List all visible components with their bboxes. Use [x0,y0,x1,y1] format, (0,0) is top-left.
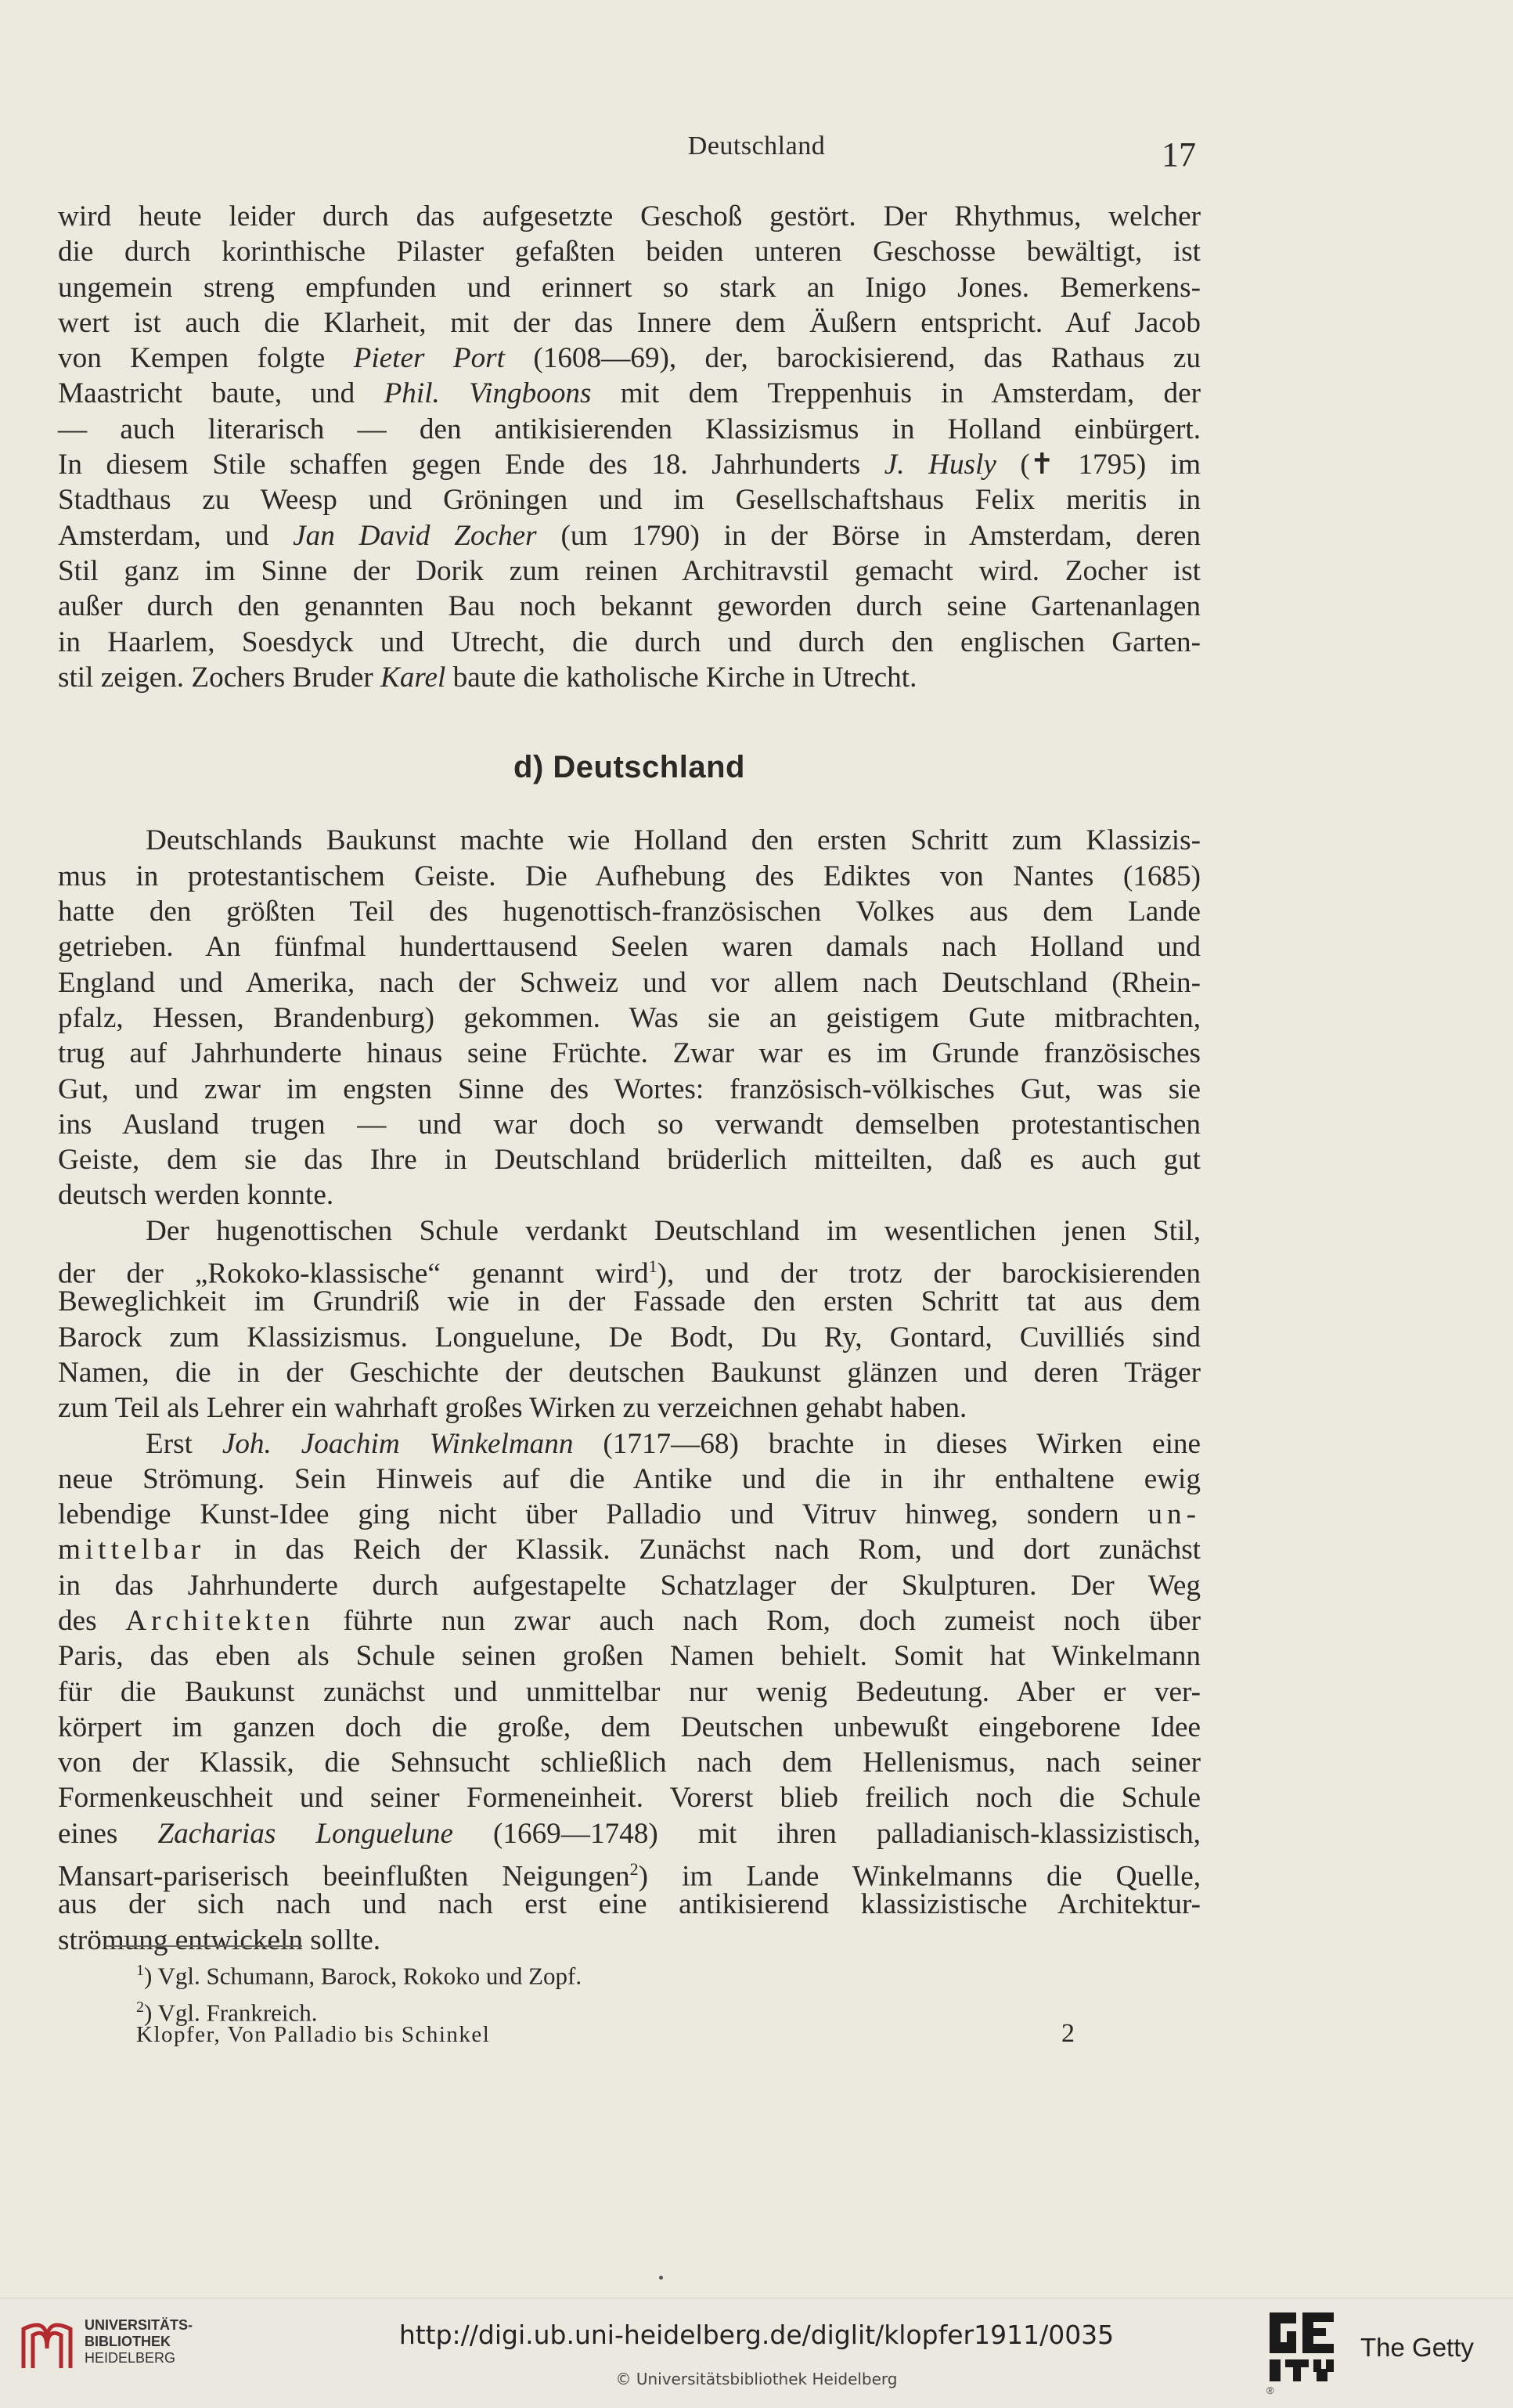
text-line: wert ist auch die Klarheit, mit der das Innere dem Äußern entspricht. Auf Jacob [58,306,1201,339]
person-name: Zacharias Longuelune [157,1817,453,1850]
permalink-url[interactable]: http://digi.ub.uni-heidelberg.de/diglit/klopfer1911/0035 [398,2320,1115,2350]
body-text [58,199,1201,1958]
text-line: strömung entwickeln sollte. [58,1923,381,1956]
person-name: Joh. Joachim Winkelmann [222,1427,574,1460]
text-line: Maastricht baute, und Phil. Vingboons mit dem Treppenhuis in Amsterdam, der [58,377,1201,410]
signature-line [136,2019,1075,2048]
person-name: Jan David Zocher [293,519,537,552]
text-line: in das Jahrhunderte durch aufgestapelte Schatzlager der Skulpturen. Der Weg [58,1569,1201,1602]
text-line: Der hugenottischen Schule verdankt Deutschland im wesentlichen jenen Stil, [146,1214,1201,1247]
text-line: von Kempen folgte Pieter Port (1608—69), der, barockisierend, das Rathaus zu [58,342,1201,375]
university-library-name: UNIVERSITÄTS- BIBLIOTHEK HEIDELBERG [85,2317,193,2366]
registered-mark: ® [1266,2385,1274,2396]
text-line: deutsch werden konnte. [58,1179,334,1212]
signature-number: 2 [1061,2019,1075,2048]
text-line: Deutschlands Baukunst machte wie Holland den ersten Schritt zum Klassizis- [146,824,1201,857]
text-line: Namen, die in der Geschichte der deutschen Baukunst glänzen und deren Träger [58,1356,1201,1389]
text-line: zum Teil als Lehrer ein wahrhaft großes Wirken zu verzeichnen gehabt haben. [58,1392,967,1425]
emphasis: Architekten [125,1604,315,1637]
text-line: Stadthaus zu Weesp und Gröningen und im Gesellschaftshaus Felix meritis in [58,484,1201,517]
text-line: lebendige Kunst-Idee ging nicht über Palladio und Vitruv hinweg, sondern un- [58,1498,1201,1531]
text-line: trug auf Jahrhunderte hinaus seine Früchte. Zwar war es im Grunde französisches [58,1037,1201,1070]
emphasis: mittelbar [58,1534,206,1566]
person-name: Pieter Port [353,342,505,375]
text-line: außer durch den genannten Bau noch bekannt geworden durch seine Gartenanlagen [58,590,1201,623]
paragraph-holland [58,199,1201,695]
text-line: für die Baukunst zunächst und unmittelbar nur wenig Bedeutung. Aber er ver- [58,1675,1201,1708]
person-name: J. Husly [884,449,996,481]
footnote-ref: 2 [629,1859,639,1880]
text-line: England und Amerika, nach der Schweiz und vor allem nach Deutschland (Rhein- [58,966,1201,999]
signature-text: Klopfer, Von Palladio bis Schinkel [136,2022,491,2047]
text-line: stil zeigen. Zochers Bruder Karel baute die katholische Kirche in Utrecht. [58,661,917,694]
text-line: der der „Rokoko-klassische“ genannt wird$^1$), und der trotz der barockisierenden [58,1256,1201,1290]
page-number: 17 [1162,135,1196,174]
person-name: Phil. Vingboons [384,377,592,410]
text-line: Geiste, dem sie das Ihre in Deutschland brüderlich mitteilten, daß es auch gut [58,1144,1201,1177]
text-line: körpert im ganzen doch die große, dem Deutschen unbewußt eingeborene Idee [58,1710,1201,1743]
text-line: In diesem Stile schaffen gegen Ende des 18. Jahrhunderts J. Husly (✝ 1795) im [58,449,1201,481]
paragraph-winkelmann [58,1426,1201,1958]
footnote-ref: 1 [648,1256,657,1277]
footnotes [136,1955,582,2029]
text-line: mittelbar in das Reich der Klassik. Zunächst nach Rom, und dort zunächst [58,1534,1201,1566]
text-line: wird heute leider durch das aufgesetzte Geschoß gestört. Der Rhythmus, welcher [58,200,1201,233]
person-name: Karel [380,661,446,694]
section-heading: d) Deutschland [513,750,745,785]
paragraph-hugenot-school [58,1213,1201,1426]
running-head: Deutschland [687,132,826,160]
footnote: $^1$) Vgl. Schumann, Barock, Rokoko und Zopf. [136,1962,582,1990]
text-line: die durch korinthische Pilaster gefaßten beiden unteren Geschosse bewältigt, ist [58,236,1201,269]
copyright-notice: © Universitätsbibliothek Heidelberg [615,2370,898,2388]
text-line: getrieben. An fünfmal hunderttausend Seelen waren damals nach Holland und [58,931,1201,964]
text-line: — auch literarisch — den antikisierenden Klassizismus in Holland einbürgert. [58,413,1201,445]
emphasis: un- [1147,1498,1201,1531]
text-line: Formenkeuschheit und seiner Formeneinheit. Vorerst blieb freilich noch die Schule [58,1782,1201,1815]
text-line: Erst Joh. Joachim Winkelmann (1717—68) brachte in dieses Wirken eine [146,1427,1201,1460]
text-line: neue Strömung. Sein Hinweis auf die Antike und die in ihr enthaltene ewig [58,1462,1201,1495]
text-line: des Architekten führte nun zwar auch nach Rom, doch zumeist noch über [58,1604,1201,1637]
text-line: Beweglichkeit im Grundriß wie in der Fassade den ersten Schritt tat aus dem [58,1285,1201,1318]
text-line: aus der sich nach und nach erst eine antikisierend klassizistische Architektur- [58,1888,1201,1921]
text-line: Amsterdam, und Jan David Zocher (um 1790) in der Börse in Amsterdam, deren [58,519,1201,552]
text-line: von der Klassik, die Sehnsucht schließlich nach dem Hellenismus, nach seiner [58,1747,1201,1779]
text-line: ins Ausland trugen — und war doch so verwandt demselben protestantischen [58,1108,1201,1141]
footnote: $^2$) Vgl. Frankreich. [136,1999,318,2027]
footnote-divider [105,1945,302,1947]
text-line: ungemein streng empfunden und erinnert so stark an Inigo Jones. Bemerkens- [58,271,1201,304]
paragraph-intro [58,823,1201,1213]
getty-logo-icon [1268,2311,1337,2383]
text-line: Barock zum Klassizismus. Longuelune, De Bodt, Du Ry, Gontard, Cuvilliés sind [58,1321,1201,1354]
scan-speck [659,2276,663,2280]
text-line: Paris, das eben als Schule seinen großen Namen behielt. Somit hat Winkelmann [58,1640,1201,1673]
text-line: Gut, und zwar im engsten Sinne des Wortes: französisch-völkisches Gut, was sie [58,1072,1201,1105]
text-line: hatte den größten Teil des hugenottisch-französischen Volkes aus dem Lande [58,896,1201,928]
text-line: eines Zacharias Longuelune (1669—1748) mit ihren palladianisch-klassizistisch, [58,1817,1201,1850]
partner-name: The Getty [1360,2333,1474,2362]
text-line: pfalz, Hessen, Brandenburg) gekommen. Was sie an geistigem Gute mitbrachten, [58,1001,1201,1034]
text-line: Mansart-pariserisch beeinflußten Neigungen$^2$) im Lande Winkelmanns die Quelle, [58,1859,1201,1893]
text-line: in Haarlem, Soesdyck und Utrecht, die durch und durch den englischen Garten- [58,625,1201,658]
text-line: Stil ganz im Sinne der Dorik zum reinen Architravstil gemacht wird. Zocher ist [58,554,1201,587]
text-line: mus in protestantischem Geiste. Die Aufhebung des Ediktes von Nantes (1685) [58,860,1201,892]
